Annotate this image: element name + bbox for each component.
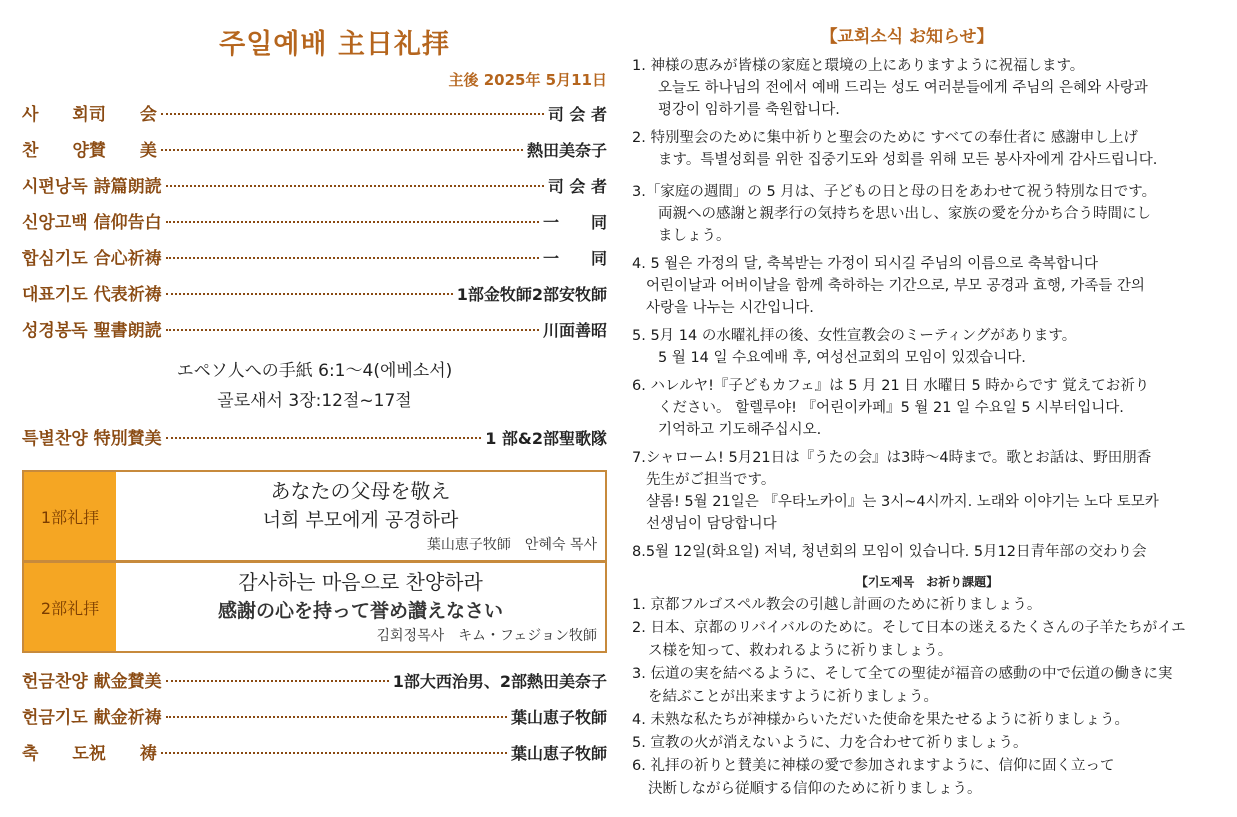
prayer-line: 3. 伝道の実を結べるように、そして全ての聖徒が福音の感動の中で伝道の働きに実	[632, 666, 1173, 682]
dot-leader	[166, 257, 539, 259]
prayer-line: 4. 未熟な私たちが神様からいただいた使命を果たせるように祈りましょう。	[632, 712, 1129, 728]
sermon-body	[116, 563, 605, 651]
order-value: 葉山恵子牧師	[510, 708, 607, 727]
dot-leader	[161, 752, 507, 754]
order-value: 葉山恵子牧師	[510, 744, 607, 763]
order-label: 찬 양賛 美	[22, 141, 157, 161]
dot-leader	[166, 680, 389, 682]
news-line: 8.5월 12일(화요일) 저녁, 청년회의 모임이 있습니다. 5月12日青年部の交わり会	[632, 544, 1147, 560]
dot-leader	[166, 716, 507, 718]
service-date: 主後 2025年 5月11日	[448, 71, 607, 89]
order-label: 성경봉독 聖書朗読	[22, 321, 162, 341]
news-column	[632, 22, 1222, 801]
prayer-line: を結ぶことが出来ますように祈りましょう。	[648, 689, 938, 705]
order-label: 헌금찬양 献金賛美	[22, 672, 162, 692]
news-line: 3.「家庭の週間」の 5 月は、子どもの日と母の日をあわせて祝う特別な日です。	[632, 184, 1157, 200]
order-row-benediction	[22, 739, 607, 775]
order-label: 헌금기도 献金祈祷	[22, 708, 162, 728]
news-item	[632, 375, 1222, 441]
order-label: 합심기도 合心祈祷	[22, 249, 162, 269]
dot-leader	[166, 221, 539, 223]
news-line: 5. 5月 14 の水曜礼拝の後、女性宣教会のミーティングがあります。	[632, 328, 1077, 344]
news-item	[632, 253, 1222, 319]
news-list	[632, 55, 1222, 563]
news-title: 【교회소식 お知らせ】	[820, 27, 994, 47]
order-row-prayer	[22, 244, 607, 280]
news-item	[632, 325, 1222, 369]
dot-leader	[166, 437, 482, 439]
prayer-line: 1. 京都フルゴスペル教会の引越し計画のために祈りましょう。	[632, 597, 1042, 613]
prayer-line: 決断しながら従順する信仰のために祈りましょう。	[648, 781, 982, 797]
order-label: 사 회司 会	[22, 105, 157, 125]
news-line: 5 월 14 일 수요예배 후, 여성선교회의 모임이 있겠습니다.	[658, 350, 1026, 366]
news-line: 2. 特別聖会のために集中祈りと聖会のために すべての奉仕者に 感謝申し上げ	[632, 130, 1138, 146]
sermon-body	[116, 472, 605, 560]
sermon-row	[24, 560, 605, 651]
order-row-offering-hymn	[22, 667, 607, 703]
order-value: 司 会 者	[547, 105, 607, 124]
prayer-line: 6. 礼拝の祈りと賛美に神様の愛で参加されますように、信仰に固く立って	[632, 758, 1115, 774]
scripture-line: エペソ人への手紙 6:1～4(에베소서)	[176, 361, 453, 381]
news-item	[632, 55, 1222, 121]
dot-leader	[161, 113, 544, 115]
service-order-column	[22, 22, 607, 775]
service-title: 주일예배 主日礼拝	[219, 29, 450, 60]
order-value: 熱田美奈子	[526, 141, 607, 160]
news-line: 両親への感謝と親孝行の気持ちを思い出し、家族の愛を分かち合う時間にし	[658, 206, 1151, 222]
news-line: ましょう。	[658, 228, 731, 244]
prayer-line: 2. 日本、京都のリバイバルのために。そして日本の迷えるたくさんの子羊たちがイエ	[632, 620, 1186, 636]
order-row-praise	[22, 136, 607, 172]
dot-leader	[166, 329, 539, 331]
news-line: 6. ハレルヤ!『子どもカフェ』は 5 月 21 日 水曜日 5 時からです 覚えてお祈り	[632, 378, 1150, 394]
prayer-list	[632, 594, 1222, 801]
news-line: 오늘도 하나님의 전에서 예배 드리는 성도 여러분들에게 주님의 은혜와 사랑과	[658, 80, 1148, 96]
news-line: ます。특별성회를 위한 집중기도와 성회를 위해 모든 봉사자에게 감사드립니다.	[658, 152, 1158, 168]
news-line: 평강이 임하기를 축원합니다.	[658, 102, 840, 118]
order-value: 司 会 者	[547, 177, 607, 196]
news-item	[632, 447, 1222, 535]
dot-leader	[166, 185, 544, 187]
sermon-box	[22, 470, 607, 653]
news-line: 어린이날과 어버이날을 함께 축하하는 기간으로, 부모 공경과 효행, 가족들 간의	[646, 278, 1145, 294]
sermon-title: 감사하는 마음으로 찬양하라	[238, 570, 483, 594]
scripture-line: 골로새서 3장:12절~17절	[217, 391, 412, 411]
order-list-bottom	[22, 667, 607, 775]
sermon-preacher: 김회정목사 キム・フェジョン牧師	[376, 628, 597, 644]
news-item	[632, 541, 1222, 563]
news-item	[632, 127, 1222, 171]
news-line: 기억하고 기도해주십시오.	[658, 422, 822, 438]
sermon-title-translation: 너희 부모에게 공경하라	[262, 509, 459, 531]
news-line: ください。 할렐루야! 『어린이카페』5 월 21 일 수요일 5 시부터입니다.	[658, 400, 1124, 416]
order-value: 川面善昭	[542, 321, 607, 340]
order-label: 대표기도 代表祈祷	[22, 285, 162, 305]
order-label: 축 도祝 祷	[22, 744, 157, 764]
order-row-offering-prayer	[22, 703, 607, 739]
prayer-line: 5. 宣教の火が消えないように、力を合わせて祈りましょう。	[632, 735, 1028, 751]
order-list-top	[22, 100, 607, 352]
scripture-reference	[22, 356, 607, 416]
order-row-host	[22, 100, 607, 136]
news-line: 先生がご担当です。	[646, 472, 776, 488]
news-line: 샬롬! 5월 21일은 『우타노카이』는 3시~4시까지. 노래와 이야기는 노다 토모카	[646, 494, 1159, 510]
order-row-reading	[22, 316, 607, 352]
order-label: 특별찬양 特別賛美	[22, 429, 162, 449]
order-row-rep-prayer	[22, 280, 607, 316]
sermon-title-translation: 感謝の心を持って誉め讃えなさい	[217, 600, 503, 622]
news-line: 4. 5 월은 가정의 달, 축복받는 가정이 되시길 주님의 이름으로 축복합니다	[632, 256, 1098, 272]
dot-leader	[166, 293, 453, 295]
news-line: 사랑을 나누는 시간입니다.	[646, 300, 814, 316]
order-value: 一 同	[542, 213, 607, 232]
prayer-line: ス様を知って、救われるように祈りましょう。	[648, 643, 953, 659]
news-line: 7.シャローム! 5月21日は『うたの会』は3時～4時まで。歌とお話は、野田朋香	[632, 450, 1152, 466]
sermon-preacher: 葉山恵子牧師 안혜숙 목사	[426, 537, 597, 553]
news-item	[632, 181, 1222, 247]
order-value: 一 同	[542, 249, 607, 268]
news-line: 선생님이 담당합니다	[646, 516, 777, 532]
news-line: 1. 神様の恵みが皆様の家庭と環境の上にありますように祝福します。	[632, 58, 1085, 74]
order-value: 1部大西治男、2部熱田美奈子	[392, 672, 607, 691]
order-value: 1部金牧師2部安牧師	[456, 285, 607, 304]
order-value: 1 部&2部聖歌隊	[485, 429, 607, 448]
order-row-special-hymn	[22, 424, 607, 460]
order-label: 신앙고백 信仰告白	[22, 213, 162, 233]
sermon-label: 1部礼拝	[24, 472, 116, 560]
sermon-title: あなたの父母を敬え	[270, 479, 451, 503]
order-row-creed	[22, 208, 607, 244]
sermon-row	[24, 472, 605, 560]
prayer-title: 【기도제목 お祈り課題】	[855, 575, 999, 589]
sermon-label: 2部礼拝	[24, 563, 116, 651]
order-label: 시편낭독 詩篇朗読	[22, 177, 162, 197]
dot-leader	[161, 149, 523, 151]
order-row-psalm	[22, 172, 607, 208]
